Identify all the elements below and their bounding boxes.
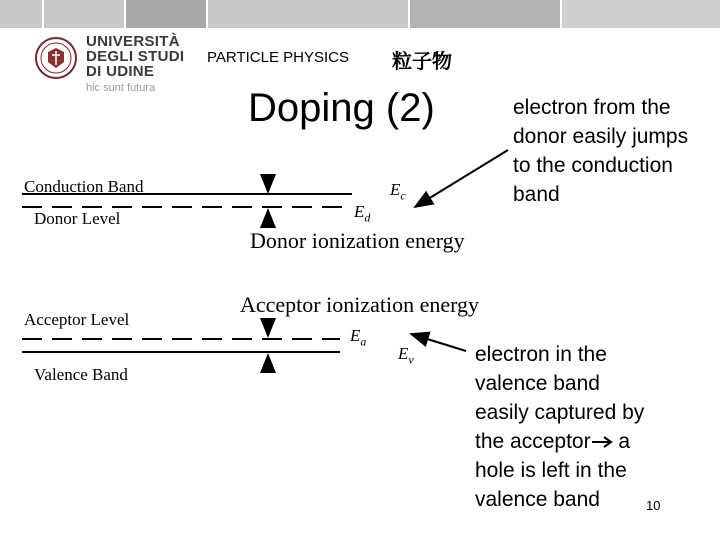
donor-note-line: electron from the [513,96,671,119]
university-name-line3: DI UDINE [86,63,155,80]
valence-band-label: Valence Band [34,365,128,384]
university-motto: hic sunt futura [86,82,156,94]
acceptor-note-line: the acceptor [475,430,591,453]
course-label: PARTICLE PHYSICS [207,49,349,66]
ed-symbol [354,202,370,225]
page-number: 10 [646,498,661,513]
ec-sub: c [400,188,406,203]
right-arrow-icon [591,435,613,449]
acceptor-ionization-label: Acceptor ionization energy [240,292,480,317]
acceptor-note-suffix: a [612,430,631,453]
donor-ionization-label: Donor ionization energy [250,228,465,253]
acceptor-level-label: Acceptor Level [24,310,130,329]
slide-title: Doping (2) [248,86,435,130]
acceptor-note-line: valence band [475,488,600,511]
ev-sub: v [408,352,414,367]
acceptor-note-line: electron in the [475,343,607,366]
acceptor-note-line-with-arrow [475,427,715,456]
donor-note-line: band [513,183,560,206]
donor-note-line: donor easily jumps [513,125,689,148]
acceptor-note-line: valence band [475,372,600,395]
donor-note [513,93,718,209]
university-name-line2: DEGLI STUDI [86,48,185,65]
acceptor-note-arrow [411,334,466,351]
ec-symbol [390,180,406,203]
ev-symbol [398,344,414,367]
donor-note-line: to the conduction [513,154,673,177]
ev-main: E [398,344,409,363]
donor-level-label: Donor Level [34,209,121,228]
ed-sub: d [364,210,371,225]
acceptor-note-line: easily captured by [475,401,645,424]
conduction-band-label: Conduction Band [24,177,144,196]
ed-main: E [354,202,365,221]
donor-note-arrow [415,150,508,207]
acceptor-note [475,340,715,514]
course-label-cjk: 粒子物 [392,49,452,73]
ea-sub: a [360,334,367,349]
acceptor-note-line: hole is left in the [475,459,627,482]
ea-main: E [350,326,361,345]
ea-symbol [350,326,366,349]
university-name-line1: UNIVERSITÀ [86,33,180,50]
ec-main: E [390,180,401,199]
